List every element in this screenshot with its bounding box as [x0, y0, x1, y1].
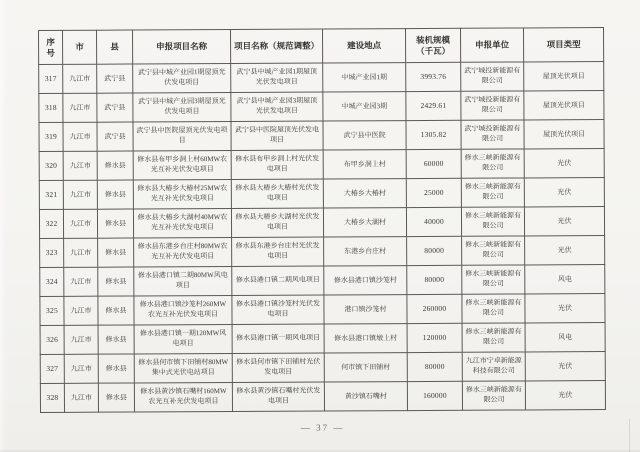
cell-applicant: 修水三峡新能源有限公司 — [461, 207, 524, 236]
header-row — [39, 28, 604, 65]
cell-county: 修水县 — [97, 180, 133, 209]
col-header-index: 序号 — [39, 30, 63, 64]
cell-applicant: 修水三峡新能源有限公司 — [462, 323, 525, 352]
col-header-adjusted-name: 项目名称（规范调整） — [230, 29, 322, 63]
cell-county: 武宁县 — [97, 64, 133, 93]
cell-declared-name: 武宁县中城产业园3期屋顶光伏发电项目 — [133, 92, 231, 122]
cell-adjusted-name: 修水县何市镇下田铺村光伏发电项目 — [232, 353, 324, 382]
cell-capacity: 80000 — [407, 236, 462, 265]
cell-location: 东港乡台庄村 — [324, 237, 407, 266]
table-row — [39, 178, 604, 210]
table-row — [40, 323, 605, 355]
cell-declared-name: 修水县何市镇下田铺村80MW集中式光伏电站项目 — [134, 353, 232, 383]
cell-index: 319 — [39, 122, 63, 151]
cell-city: 九江市 — [64, 325, 98, 354]
cell-city: 九江市 — [64, 354, 98, 383]
table-row — [40, 381, 605, 413]
table-body — [39, 62, 606, 413]
cell-applicant: 修水三峡新能源有限公司 — [461, 149, 524, 178]
cell-declared-name: 修水县布甲乡洞上村60MW农光互补光伏发电项目 — [133, 150, 231, 180]
cell-declared-name: 武宁县中城产业园1期屋顶光伏发电项目 — [133, 63, 231, 93]
project-table — [38, 27, 606, 413]
cell-declared-name: 修水县黄沙镇石嘴村160MW农光互补光伏发电项目 — [134, 382, 232, 412]
cell-type: 屋顶光伏项目 — [524, 91, 604, 120]
cell-county: 修水县 — [98, 267, 134, 296]
cell-declared-name: 修水县东港乡台庄村80MW农光互补光伏发电项目 — [134, 237, 232, 267]
cell-index: 325 — [40, 296, 64, 325]
cell-county: 修水县 — [98, 354, 134, 383]
cell-index: 327 — [40, 354, 64, 383]
cell-city: 九江市 — [63, 180, 97, 209]
cell-capacity: 2429.61 — [406, 91, 461, 120]
cell-location: 修水县港口镇沙笼村 — [324, 266, 407, 295]
cell-capacity: 25000 — [406, 178, 461, 207]
table-row — [39, 207, 604, 239]
cell-adjusted-name: 修水县黄沙镇石嘴村光伏发电项目 — [232, 382, 324, 411]
cell-capacity: 80000 — [407, 352, 462, 381]
cell-capacity: 260000 — [407, 294, 462, 323]
cell-capacity: 80000 — [407, 265, 462, 294]
col-header-declared-name: 申报项目名称 — [133, 29, 231, 64]
table-row — [40, 265, 605, 297]
table-row — [39, 120, 604, 152]
cell-city: 九江市 — [63, 209, 97, 238]
cell-county: 修水县 — [98, 325, 134, 354]
table-row — [39, 91, 604, 123]
cell-declared-name: 修水县港口镇沙笼村260MW农光互补光伏发电项目 — [134, 295, 232, 325]
cell-index: 318 — [39, 93, 63, 122]
cell-location: 中城产业园1期 — [323, 63, 406, 92]
cell-type: 光伏 — [525, 381, 605, 410]
cell-index: 321 — [39, 180, 63, 209]
cell-location: 何市镇下田铺村 — [324, 353, 407, 382]
cell-declared-name: 修水县港口镇二期80MW风电项目 — [134, 266, 232, 296]
cell-type: 光伏 — [525, 236, 605, 265]
cell-applicant: 九江市宁卓新能源科技有限公司 — [462, 352, 525, 381]
cell-type: 屋顶光伏项目 — [524, 120, 604, 149]
cell-city: 九江市 — [63, 64, 97, 93]
cell-adjusted-name: 修水县港口镇二期风电项目 — [232, 266, 324, 295]
col-header-location: 建设地点 — [322, 29, 405, 63]
cell-applicant: 修水三峡新能源有限公司 — [462, 265, 525, 294]
table-row — [39, 149, 604, 181]
cell-location: 黄沙镇石嘴村 — [324, 382, 407, 411]
cell-applicant: 修水三峡新能源有限公司 — [462, 236, 525, 265]
cell-location: 港口镇沙笼村 — [324, 295, 407, 324]
cell-location: 布甲乡洞上村 — [323, 150, 406, 179]
cell-type: 光伏 — [525, 294, 605, 323]
cell-index: 323 — [40, 238, 64, 267]
cell-capacity: 40000 — [406, 207, 461, 236]
scan-edge-shade — [0, 0, 6, 452]
cell-adjusted-name: 修水县港口镇一期风电项目 — [232, 324, 324, 353]
cell-location: 大椿乡大椿村 — [323, 179, 406, 208]
cell-city: 九江市 — [63, 122, 97, 151]
cell-applicant: 修水三峡新能源有限公司 — [462, 381, 525, 410]
table-row — [40, 352, 605, 384]
cell-type: 屋顶光伏项目 — [524, 62, 604, 91]
cell-declared-name: 修水县大椿乡大湖村40MW农光互补光伏发电项目 — [133, 208, 231, 238]
cell-adjusted-name: 武宁县中城产业园1期屋顶光伏发电项目 — [231, 63, 323, 92]
cell-location: 武宁县中医院 — [323, 121, 406, 150]
cell-adjusted-name: 武宁县中城产业园3期屋顶光伏发电项目 — [231, 92, 323, 121]
table-row — [40, 236, 605, 268]
cell-location: 大椿乡大湖村 — [323, 208, 406, 237]
cell-applicant: 武宁城投新能源有限公司 — [461, 62, 524, 91]
cell-city: 九江市 — [63, 93, 97, 122]
cell-applicant: 武宁城投新能源有限公司 — [461, 91, 524, 120]
cell-adjusted-name: 修水县大椿乡大椿村光伏发电项目 — [231, 179, 323, 208]
cell-adjusted-name: 修水县东港乡台庄村光伏发电项目 — [232, 237, 324, 266]
cell-type: 光伏 — [525, 352, 605, 381]
cell-city: 九江市 — [64, 267, 98, 296]
cell-county: 修水县 — [97, 151, 133, 180]
cell-capacity: 120000 — [407, 323, 462, 352]
cell-index: 328 — [40, 383, 64, 412]
cell-county: 武宁县 — [97, 122, 133, 151]
col-header-capacity: 装机规模（千瓦） — [405, 28, 460, 62]
table-row — [40, 294, 605, 326]
cell-capacity: 60000 — [406, 149, 461, 178]
cell-capacity: 3993.76 — [406, 62, 461, 91]
cell-capacity: 160000 — [407, 381, 462, 410]
cell-city: 九江市 — [63, 151, 97, 180]
cell-city: 九江市 — [64, 296, 98, 325]
cell-adjusted-name: 修水县大椿乡大湖村光伏发电项目 — [231, 208, 323, 237]
col-header-applicant: 申报单位 — [460, 28, 523, 62]
page-content — [38, 27, 606, 433]
cell-type: 光伏 — [524, 149, 604, 178]
scan-artifact-line — [629, 419, 630, 452]
cell-applicant: 武宁城投新能源有限公司 — [461, 120, 524, 149]
cell-type: 风电 — [525, 323, 605, 352]
cell-adjusted-name: 修水县布甲乡洞上村光伏发电项目 — [231, 150, 323, 179]
page-number: — 37 — — [300, 422, 345, 433]
cell-county: 修水县 — [98, 296, 134, 325]
cell-county: 修水县 — [98, 383, 134, 412]
cell-declared-name: 武宁县中医院屋顶光伏发电项目 — [133, 121, 231, 151]
cell-county: 武宁县 — [97, 93, 133, 122]
table-row — [39, 62, 604, 94]
cell-city: 九江市 — [64, 238, 98, 267]
cell-type: 风电 — [525, 265, 605, 294]
cell-index: 326 — [40, 325, 64, 354]
cell-type: 光伏 — [524, 207, 604, 236]
cell-index: 322 — [39, 209, 63, 238]
cell-location: 修水县港口镇墩上村 — [324, 324, 407, 353]
col-header-city: 市 — [63, 30, 97, 64]
cell-adjusted-name: 武宁县中医院屋顶光伏发电项目 — [231, 121, 323, 150]
cell-location: 中城产业园3期 — [323, 92, 406, 121]
col-header-county: 县 — [97, 30, 133, 64]
cell-adjusted-name: 修水县港口镇沙笼村光伏发电项目 — [232, 295, 324, 324]
cell-city: 九江市 — [64, 383, 98, 412]
cell-county: 修水县 — [98, 238, 134, 267]
cell-county: 修水县 — [97, 209, 133, 238]
cell-declared-name: 修水县港口镇一期120MW风电项目 — [134, 324, 232, 354]
cell-type: 光伏 — [524, 178, 604, 207]
cell-index: 320 — [39, 151, 63, 180]
cell-declared-name: 修水县大椿乡大椿村25MW农光互补光伏发电项目 — [133, 179, 231, 209]
cell-applicant: 修水三峡新能源有限公司 — [462, 294, 525, 323]
cell-index: 317 — [39, 64, 63, 93]
col-header-type: 项目类型 — [523, 28, 603, 62]
cell-capacity: 1305.82 — [406, 120, 461, 149]
cell-applicant: 修水三峡新能源有限公司 — [461, 178, 524, 207]
cell-index: 324 — [40, 267, 64, 296]
